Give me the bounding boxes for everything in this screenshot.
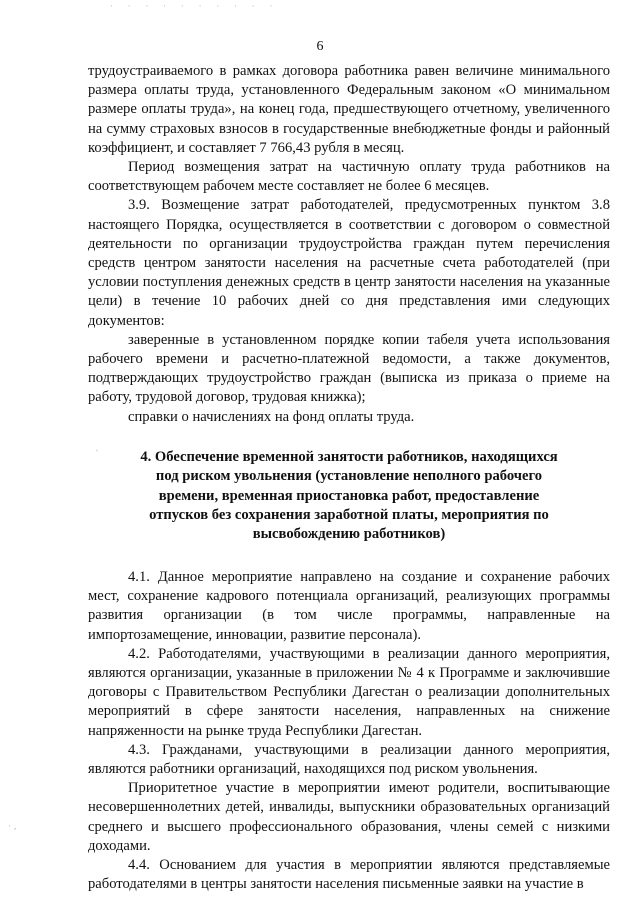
paragraph: 4.3. Гражданами, участвующими в реализации данного мероприятия, являются работники организаций, находящихся под риском увольнения. <box>88 741 610 777</box>
scan-artifact-mid: ` <box>95 450 100 460</box>
paragraph: 4.2. Работодателями, участвующими в реализации данного мероприятия, являются организации, указанные в приложении № 4 к Программе и заключившие договоры с Правительством Республики Дагестан о реализации дополнительных мероприятий в сфере занятости населения, направленных на снижение напряженности на рынке труда Республики Дагестан. <box>88 645 610 739</box>
paragraph: Приоритетное участие в мероприятии имеют родители, воспитывающие несовершеннолетних детей, инвалиды, выпускники образовательных организаций среднего и высшего профессионального образования, члены семей с низкими доходами. <box>88 780 610 854</box>
paragraph: 3.9. Возмещение затрат работодателей, предусмотренных пунктом 3.8 настоящего Порядка, осуществляется в соответствии с договором о совместной деятельности по организации трудоустройства граждан путем перечисления средств центром занятости населения на расчетные счета работодателей (при условии поступления денежных средств в центр занятости населения на указанные цели) в течение 10 рабочих дней со дня представления ими следующих документов: <box>88 197 610 329</box>
scan-artifact-top: · · · · · · · · · · <box>110 2 279 12</box>
paragraph: Период возмещения затрат на частичную оплату труда работников на соответствующем рабочем месте составляет не более 6 месяцев. <box>88 159 610 195</box>
paragraph: 4.4. Основанием для участия в мероприятии являются представляемые работодателями в центры занятости населения письменные заявки на участие в <box>88 856 610 893</box>
scan-artifact-left: · , <box>8 822 17 832</box>
paragraph: справки о начислениях на фонд оплаты труда. <box>128 408 415 425</box>
section-title: 4. Обеспечение временной занятости работников, находящихся под риском увольнения (установление неполного рабочего времени, временная приостановка работ, предоставление отпусков без сохранения заработной платы, мероприятия по высвобождению работников) <box>140 448 558 543</box>
paragraph: 4.1. Данное мероприятие направлено на создание и сохранение рабочих мест, сохранение кадрового потенциала организаций, реализующих программы развития организации (в том числе программы, направленные на импортозамещение, инновации, развитие персонала). <box>88 568 610 643</box>
paragraph: заверенные в установленном порядке копии табеля учета использования рабочего времени и расчетно-платежной ведомости, а также документов, подтверждающих трудоустройство граждан (выписка из приказа о приеме на работу, трудовой договор, трудовая книжка); <box>88 331 610 406</box>
document-body <box>88 62 610 894</box>
paragraphs-before-section <box>88 62 610 427</box>
paragraph: трудоустраиваемого в рамках договора работника равен величине минимального размера оплаты труда, установленного Федеральным законом «О минимальном размере оплаты труда», на конец года, предшествующего отчетному, увеличенного на сумму страховых взносов в государственные внебюджетные фонды и районный коэффициент, и составляет 7 766,43 рубля в месяц. <box>88 63 610 156</box>
paragraphs-after-section <box>88 568 610 894</box>
page-number: 6 <box>316 39 324 54</box>
